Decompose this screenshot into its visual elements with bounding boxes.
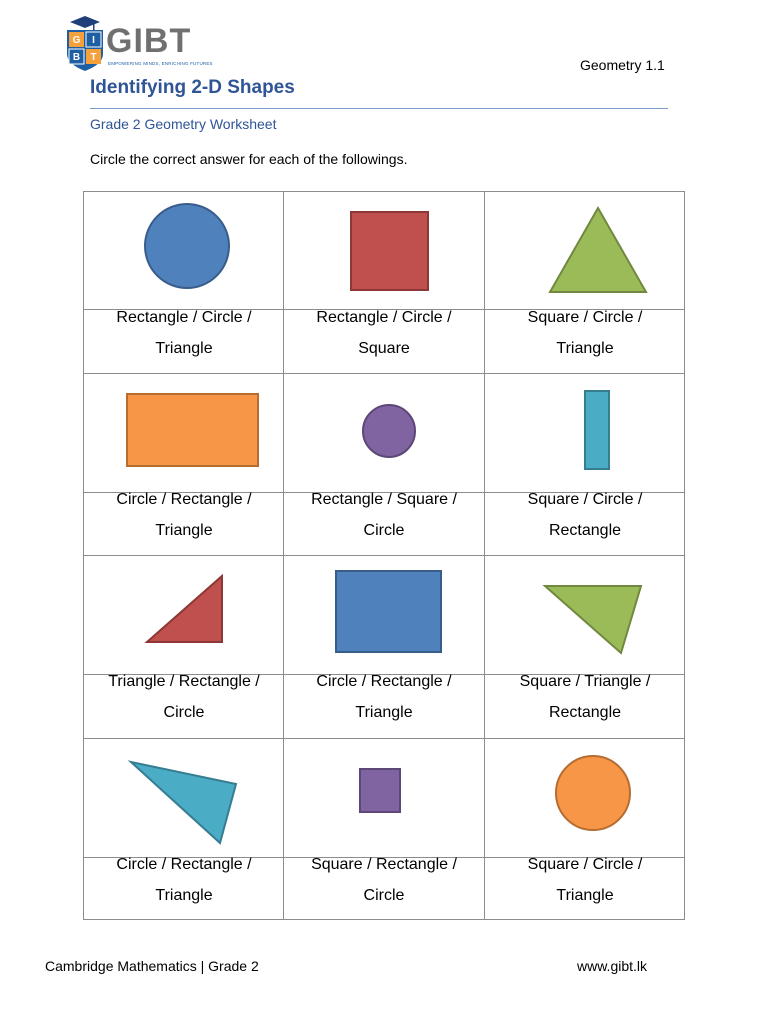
logo-tagline: EMPOWERING MINDS, ENRICHING FUTURES: [108, 61, 213, 66]
answer-options[interactable]: [283, 302, 485, 364]
answer-line-2: Circle: [363, 887, 405, 904]
answer-options[interactable]: [83, 666, 285, 728]
triangle-shape: [83, 738, 283, 857]
footer-course: Cambridge Mathematics | Grade 2: [45, 958, 259, 974]
answer-line-2: Triangle: [556, 887, 614, 904]
answer-line-2: Triangle: [556, 340, 614, 357]
answer-options[interactable]: [83, 849, 285, 911]
rectangle-shape: [83, 373, 283, 492]
question-grid: [83, 191, 685, 920]
answer-line-1: Square / Circle /: [527, 856, 643, 873]
answer-line-1: Square / Circle /: [527, 491, 643, 508]
circle-shape: [484, 738, 684, 857]
gibt-logo: [66, 16, 211, 72]
answer-line-1: Circle / Rectangle /: [116, 491, 252, 508]
grid-line: [83, 919, 685, 920]
square-shape: [283, 738, 483, 857]
answer-line-1: Rectangle / Circle /: [116, 309, 252, 326]
page-subtitle: Grade 2 Geometry Worksheet: [90, 116, 277, 132]
page-title: Identifying 2-D Shapes: [90, 77, 295, 98]
answer-line-2: Circle: [163, 704, 205, 721]
worksheet-reference: Geometry 1.1: [580, 57, 665, 73]
logo-letter-g: G: [72, 35, 81, 46]
answer-line-1: Triangle / Rectangle /: [108, 673, 260, 690]
answer-line-2: Triangle: [355, 704, 413, 721]
square-shape: [283, 191, 483, 309]
circle-shape: [83, 191, 283, 309]
answer-line-2: Square: [358, 340, 410, 357]
triangle-shape: [484, 555, 684, 674]
answer-line-2: Triangle: [155, 887, 213, 904]
answer-line-1: Rectangle / Square /: [311, 491, 457, 508]
instruction-text: Circle the correct answer for each of the followings.: [90, 151, 408, 167]
answer-options[interactable]: [484, 849, 686, 911]
answer-options[interactable]: [283, 849, 485, 911]
answer-options[interactable]: [283, 484, 485, 546]
answer-line-1: Rectangle / Circle /: [316, 309, 452, 326]
rectangle-shape: [484, 373, 684, 492]
answer-options[interactable]: [83, 484, 285, 546]
answer-line-1: Square / Circle /: [527, 309, 643, 326]
grid-line: [684, 191, 685, 920]
title-divider: [90, 108, 668, 109]
answer-options[interactable]: [83, 302, 285, 364]
triangle-shape: [484, 191, 684, 309]
answer-line-1: Square / Triangle /: [519, 673, 651, 690]
answer-line-2: Rectangle: [548, 704, 622, 721]
answer-line-2: Circle: [363, 522, 405, 539]
graduation-shield-icon: [66, 16, 106, 72]
logo-wordmark: GIBT: [106, 22, 192, 60]
logo-letter-t: T: [90, 52, 97, 63]
answer-line-1: Circle / Rectangle /: [316, 673, 452, 690]
square-shape: [283, 555, 483, 674]
answer-line-2: Triangle: [155, 340, 213, 357]
triangle-shape: [83, 555, 283, 674]
answer-options[interactable]: [484, 484, 686, 546]
footer-website: www.gibt.lk: [577, 958, 648, 974]
answer-options[interactable]: [484, 666, 686, 728]
circle-shape: [283, 373, 483, 492]
answer-line-2: Rectangle: [548, 522, 622, 539]
answer-line-1: Square / Rectangle /: [311, 856, 457, 873]
answer-line-2: Triangle: [155, 522, 213, 539]
answer-options[interactable]: [484, 302, 686, 364]
answer-options[interactable]: [283, 666, 485, 728]
logo-letter-i: I: [92, 35, 95, 46]
answer-line-1: Circle / Rectangle /: [116, 856, 252, 873]
logo-letter-b: B: [72, 52, 81, 63]
